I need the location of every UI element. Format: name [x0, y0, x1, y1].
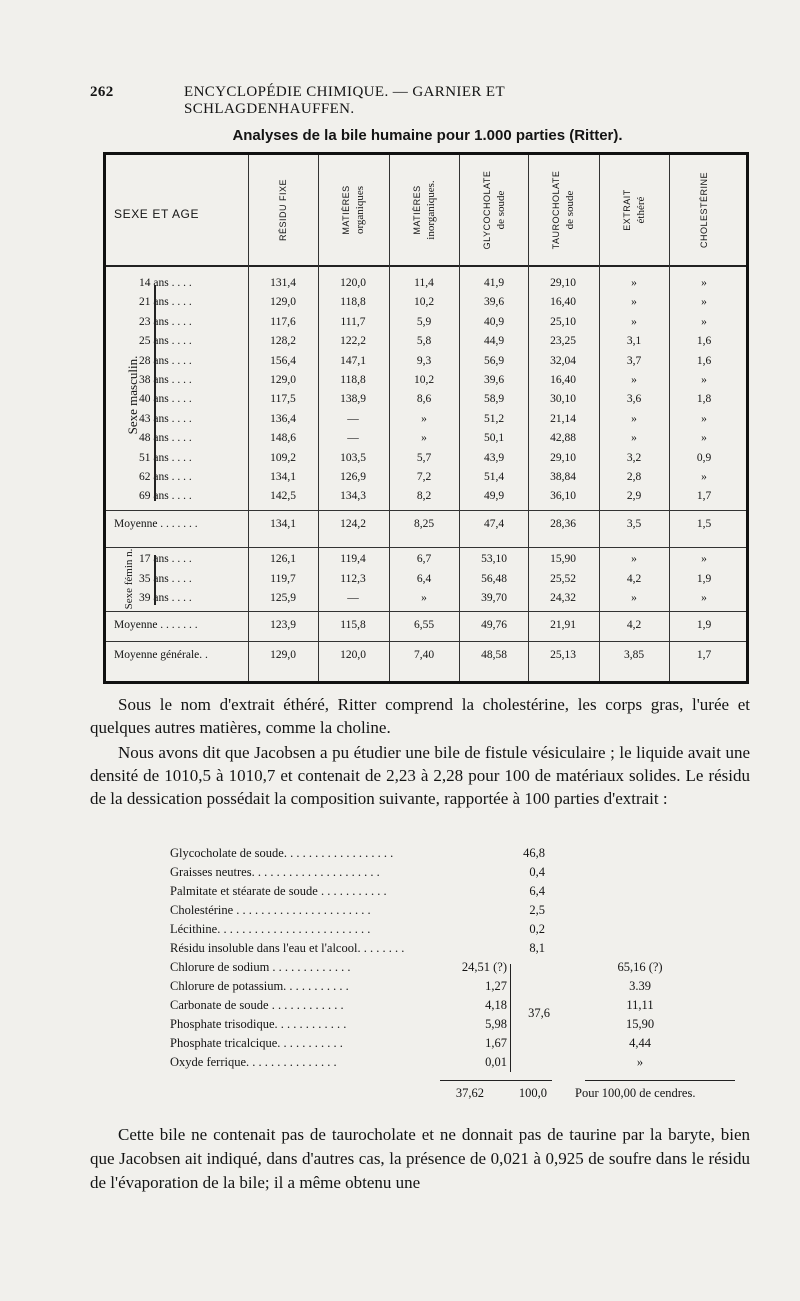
cell-value: 1,6: [696, 335, 712, 348]
composition-item: Cholestérine . . . . . . . . . . . . . . . . . . . . . .: [170, 903, 371, 917]
cell-value: 11,4: [414, 277, 434, 289]
cell-value: 6,4: [416, 572, 432, 585]
column-header-line1: GLYCOCHOLATE: [482, 170, 492, 250]
column-header-line2: organiques: [354, 185, 366, 235]
table-row: [106, 571, 746, 590]
cell-value: 1,8: [696, 393, 712, 406]
paragraph-extrait: Sous le nom d'extrait éthéré, Ritter comprend la cholestérine, les corps gras, l'urée et quelques autres matières, comme la choline.: [90, 695, 750, 737]
cell-value: 129,0: [270, 374, 296, 386]
table-row: [106, 391, 746, 410]
column-header-line1: TAUROCHOLATE: [551, 170, 561, 250]
row-divider: [106, 611, 746, 612]
mineral-item: Oxyde ferrique. . . . . . . . . . . . . . .: [170, 1055, 337, 1069]
table-row: [106, 469, 746, 488]
cell-value: 56,9: [483, 354, 505, 367]
column-header-text: [276, 179, 290, 241]
composition-value: 46,8: [523, 846, 545, 860]
cell-value: 103,5: [340, 451, 366, 464]
total-mineral: 37,62: [455, 1086, 484, 1100]
cell-value: 129,0: [270, 296, 296, 309]
mineral-item: Chlorure de sodium . . . . . . . . . . . . .: [170, 960, 351, 974]
cell-value: 56,48: [481, 572, 507, 585]
cell-value: 23,25: [550, 335, 576, 348]
cell-value: »: [631, 592, 637, 604]
column-header-line2: de soude: [564, 190, 576, 230]
table-row: [106, 275, 746, 294]
table-row: [106, 294, 746, 313]
cell-value: 32,04: [550, 354, 576, 367]
cell-value: 112,3: [340, 572, 366, 585]
composition-value: 0,2: [529, 922, 545, 936]
cell-value: 134,1: [270, 471, 296, 483]
table-caption: Analyses de la bile humaine pour 1.000 parties (Ritter).: [232, 127, 623, 144]
cell-value: 25,52: [550, 572, 576, 585]
mineral-value: 24,51 (?): [461, 960, 507, 974]
cell-value: 117,6: [270, 315, 296, 328]
cell-value: 126,9: [340, 471, 366, 483]
paragraph-jacobsen: Nous avons dit que Jacobsen a pu étudier une bile de fistule vésiculaire ; le liquide avait une densité de 1010,5 à 1010,7 et contenait de 2,23 à 2,28 pour 100 de matériaux solides. Le résidu de la dessication possédait la composition suivante, rapportée à 100 parties d'extrait :: [90, 743, 750, 808]
cell-value: 138,9: [340, 393, 366, 406]
row-label: Moyenne . . . . . . .: [114, 619, 198, 631]
cell-value: 156,4: [270, 354, 296, 367]
cell-value: 28,36: [550, 518, 576, 530]
cell-value: »: [631, 296, 637, 309]
cell-value: 49,76: [481, 619, 507, 631]
cell-value: »: [631, 432, 637, 445]
cell-value: 1,6: [696, 354, 712, 367]
column-header-line1: MATIÈRES: [412, 185, 422, 235]
column-header-text: [410, 180, 438, 239]
composition-value: 6,4: [529, 884, 545, 898]
page-number: 262: [90, 84, 114, 100]
female-group-label: Sexe fémin n.: [123, 548, 135, 610]
running-head-title: ENCYCLOPÉDIE CHIMIQUE. — GARNIER ET SCHLAGDENHAUFFEN.: [184, 84, 505, 117]
table-row: [106, 372, 746, 391]
cell-value: 117,5: [270, 393, 296, 406]
row-label: Moyenne générale. .: [114, 649, 208, 661]
table-row: [106, 488, 746, 507]
age-label: 21 ans . . . .: [139, 296, 192, 309]
running-head: [90, 84, 670, 117]
cell-value: 51,4: [483, 471, 505, 483]
composition-item: Résidu insoluble dans l'eau et l'alcool. . . . . . . .: [170, 941, 405, 955]
cell-value: 39,6: [483, 296, 505, 309]
bile-analysis-table: [103, 152, 749, 684]
column-header-line2: de soude: [495, 190, 507, 230]
mineral-item: Phosphate tricalcique. . . . . . . . . . .: [170, 1036, 343, 1050]
cell-value: 148,6: [270, 432, 296, 445]
male-mean-row: [106, 516, 746, 535]
cell-value: 4,2: [626, 619, 642, 631]
cell-value: 126,1: [270, 553, 296, 565]
ash-value: 4,44: [629, 1036, 651, 1050]
cell-value: 3,5: [626, 518, 642, 530]
column-header-text: [339, 185, 367, 234]
cell-value: »: [631, 315, 637, 328]
cell-value: 5,9: [416, 315, 432, 328]
cell-value: 8,2: [416, 490, 432, 503]
row-label: Moyenne . . . . . . .: [114, 518, 198, 530]
cell-value: 4,2: [626, 572, 642, 585]
column-header-line1: RÉSIDU FIXE: [278, 178, 288, 242]
total-rule: [440, 1080, 552, 1081]
age-label: 39 ans . . . .: [139, 592, 192, 604]
cell-value: 51,2: [483, 412, 505, 425]
cell-value: 29,10: [550, 277, 576, 289]
table-row: [106, 450, 746, 469]
total-rule: [585, 1080, 735, 1081]
male-brace: [154, 285, 156, 501]
age-label: 48 ans . . . .: [139, 432, 192, 445]
cell-value: »: [701, 471, 707, 483]
cell-value: 15,90: [550, 553, 576, 565]
cell-value: 128,2: [270, 335, 296, 348]
column-header: [604, 161, 664, 259]
cell-value: »: [421, 432, 427, 445]
cell-value: 118,8: [340, 296, 366, 309]
cell-value: 2,9: [626, 490, 642, 503]
cell-value: 109,2: [270, 451, 296, 464]
ash-value: 3.39: [629, 979, 651, 993]
cell-value: 44,9: [483, 335, 505, 348]
cell-value: 9,3: [416, 354, 432, 367]
cell-value: 39,70: [481, 592, 507, 604]
ash-value: »: [636, 1055, 644, 1069]
cell-value: 25,10: [550, 315, 576, 328]
cell-value: 3,1: [626, 335, 642, 348]
composition-value: 8,1: [529, 941, 545, 955]
age-label: 17 ans . . . .: [139, 553, 192, 565]
cell-value: 119,7: [270, 572, 296, 585]
age-label: 69 ans . . . .: [139, 490, 192, 503]
cell-value: 8,25: [413, 518, 435, 530]
cell-value: 39,6: [483, 374, 505, 386]
cell-value: »: [421, 592, 427, 604]
age-label: 51 ans . . . .: [139, 451, 192, 464]
composition-item: Lécithine. . . . . . . . . . . . . . . . . . . . . . . . .: [170, 922, 371, 936]
column-header: [323, 161, 383, 259]
mineral-value: 1,67: [485, 1036, 507, 1050]
column-header-line1: EXTRAIT: [622, 189, 632, 231]
composition-item: Glycocholate de soude. . . . . . . . . . . . . . . . . .: [170, 846, 394, 860]
ash-value: 65,16 (?): [617, 960, 663, 974]
cell-value: —: [347, 432, 359, 445]
ash-total-label: Pour 100,00 de cendres.: [575, 1086, 696, 1100]
cell-value: 10,2: [413, 374, 435, 386]
cell-value: 120,0: [340, 277, 366, 289]
cell-value: 30,10: [550, 393, 576, 406]
cell-value: 41,9: [483, 277, 505, 289]
cell-value: »: [701, 592, 707, 604]
composition-item: Palmitate et stéarate de soude . . . . . . . . . . .: [170, 884, 387, 898]
cell-value: 2,8: [626, 471, 642, 483]
paragraph-taurocholate: Cette bile ne contenait pas de taurocholate et ne donnait pas de taurine par la baryte, bien que Jacobsen ait indiqué, dans d'autres cas, la présence de 0,021 à 0,925 de soufre dans le résidu de l'évaporation de la bile; il a même obtenu une: [90, 1125, 750, 1192]
cell-value: 49,9: [483, 490, 505, 503]
composition-item: Graisses neutres. . . . . . . . . . . . . . . . . . . . .: [170, 865, 380, 879]
cell-value: 119,4: [340, 553, 366, 565]
cell-value: 120,0: [340, 649, 366, 661]
cell-value: »: [631, 553, 637, 565]
column-header-text: [549, 171, 577, 250]
age-label: 62 ans . . . .: [139, 471, 192, 483]
table-row: [106, 551, 746, 570]
column-header: [533, 161, 593, 259]
cell-value: 131,4: [270, 277, 296, 289]
age-label: 40 ans . . . .: [139, 393, 192, 406]
cell-value: 134,1: [270, 518, 296, 530]
cell-value: »: [631, 277, 637, 289]
row-divider: [106, 641, 746, 642]
mineral-value: 5,98: [485, 1017, 507, 1031]
column-header-line2: éthéré: [635, 196, 647, 224]
cell-value: 53,10: [481, 553, 507, 565]
cell-value: —: [347, 592, 359, 604]
cell-value: 142,5: [270, 490, 296, 503]
mineral-value: 1,27: [485, 979, 507, 993]
column-header-text: [697, 172, 711, 248]
cell-value: 1,7: [696, 649, 712, 661]
ash-value: 11,11: [626, 998, 654, 1012]
cell-value: »: [701, 315, 707, 328]
cell-value: 6,55: [413, 619, 435, 631]
cell-value: »: [631, 412, 637, 425]
cell-value: 1,9: [696, 619, 712, 631]
sexe-age-header: SEXE ET AGE: [114, 207, 200, 221]
cell-value: 38,84: [550, 471, 576, 483]
column-header: [464, 161, 524, 259]
age-label: 35 ans . . . .: [139, 572, 192, 585]
table-row: [106, 333, 746, 352]
cell-value: 136,4: [270, 412, 296, 425]
table-row: [106, 353, 746, 372]
cell-value: 58,9: [483, 393, 505, 406]
cell-value: 7,40: [413, 649, 435, 661]
female-mean-row: [106, 617, 746, 636]
cell-value: 3,7: [626, 354, 642, 367]
ash-value: 15,90: [625, 1017, 655, 1031]
cell-value: 111,7: [340, 315, 366, 328]
cell-value: 8,6: [416, 393, 432, 406]
age-label: 38 ans . . . .: [139, 374, 192, 386]
cell-value: 5,8: [416, 335, 432, 348]
cell-value: 5,7: [416, 451, 432, 464]
cell-value: »: [701, 277, 707, 289]
mineral-value: 4,18: [485, 998, 507, 1012]
cell-value: 134,3: [340, 490, 366, 503]
cell-value: 0,9: [696, 451, 712, 464]
age-label: 25 ans . . . .: [139, 335, 192, 348]
column-header-text: [480, 171, 508, 250]
mineral-item: Carbonate de soude . . . . . . . . . . . .: [170, 998, 344, 1012]
column-header: [674, 161, 734, 259]
cell-value: »: [631, 374, 637, 386]
cell-value: »: [701, 412, 707, 425]
cell-value: 42,88: [550, 432, 576, 445]
cell-value: 1,5: [696, 518, 712, 530]
cell-value: 3,2: [626, 451, 642, 464]
column-header-line1: CHOLESTÉRINE: [699, 171, 709, 249]
column-header-text: [620, 189, 648, 231]
female-brace: [154, 555, 156, 605]
total-overall: 100,0: [518, 1086, 547, 1100]
cell-value: 16,40: [550, 374, 576, 386]
row-divider: [106, 547, 746, 548]
bracket-total: 37,6: [528, 1006, 550, 1020]
table-row: [106, 411, 746, 430]
cell-value: 124,2: [340, 518, 366, 530]
mineral-item: Phosphate trisodique. . . . . . . . . . . .: [170, 1017, 347, 1031]
cell-value: 50,1: [483, 432, 505, 445]
cell-value: 147,1: [340, 354, 366, 367]
table-row: [106, 590, 746, 609]
column-header: [253, 161, 313, 259]
cell-value: 29,10: [550, 451, 576, 464]
cell-value: 125,9: [270, 592, 296, 604]
cell-value: »: [701, 553, 707, 565]
general-mean-row: [106, 647, 746, 666]
cell-value: 10,2: [413, 296, 435, 309]
cell-value: »: [701, 296, 707, 309]
cell-value: 21,91: [550, 619, 576, 631]
cell-value: —: [347, 412, 359, 425]
cell-value: 123,9: [270, 619, 296, 631]
composition-value: 0,4: [529, 865, 545, 879]
cell-value: »: [701, 432, 707, 445]
age-label: 28 ans . . . .: [139, 354, 192, 367]
cell-value: 118,8: [340, 374, 366, 386]
mineral-value: 0,01: [485, 1055, 507, 1069]
cell-value: 6,7: [416, 553, 432, 565]
age-label: 43 ans . . . .: [139, 412, 192, 425]
cell-value: »: [421, 412, 427, 425]
column-header: [394, 161, 454, 259]
composition-value: 2,5: [529, 903, 545, 917]
age-label: 14 ans . . . .: [139, 277, 192, 289]
cell-value: 129,0: [270, 649, 296, 661]
cell-value: 115,8: [340, 619, 366, 631]
cell-value: 1,7: [696, 490, 712, 503]
cell-value: 3,6: [626, 393, 642, 406]
table-row: [106, 430, 746, 449]
header-divider: [106, 265, 746, 267]
composition-list: [170, 846, 770, 1116]
cell-value: 47,4: [483, 518, 505, 530]
column-header-line2: inorganiques.: [425, 180, 437, 240]
cell-value: 43,9: [483, 451, 505, 464]
cell-value: 36,10: [550, 490, 576, 503]
cell-value: 7,2: [416, 471, 432, 483]
cell-value: 48,58: [481, 649, 507, 661]
cell-value: 1,9: [696, 572, 712, 585]
male-group-label: Sexe masculin.: [125, 355, 140, 435]
cell-value: 122,2: [340, 335, 366, 348]
column-header-line1: MATIÈRES: [341, 185, 351, 235]
cell-value: 40,9: [483, 315, 505, 328]
mineral-item: Chlorure de potassium. . . . . . . . . . .: [170, 979, 349, 993]
table-row: [106, 314, 746, 333]
row-divider: [106, 510, 746, 511]
cell-value: 21,14: [550, 412, 576, 425]
cell-value: »: [701, 374, 707, 386]
cell-value: 24,32: [550, 592, 576, 604]
cell-value: 25,13: [550, 649, 576, 661]
cell-value: 16,40: [550, 296, 576, 309]
age-label: 23 ans . . . .: [139, 315, 192, 328]
cell-value: 3,85: [623, 649, 645, 661]
